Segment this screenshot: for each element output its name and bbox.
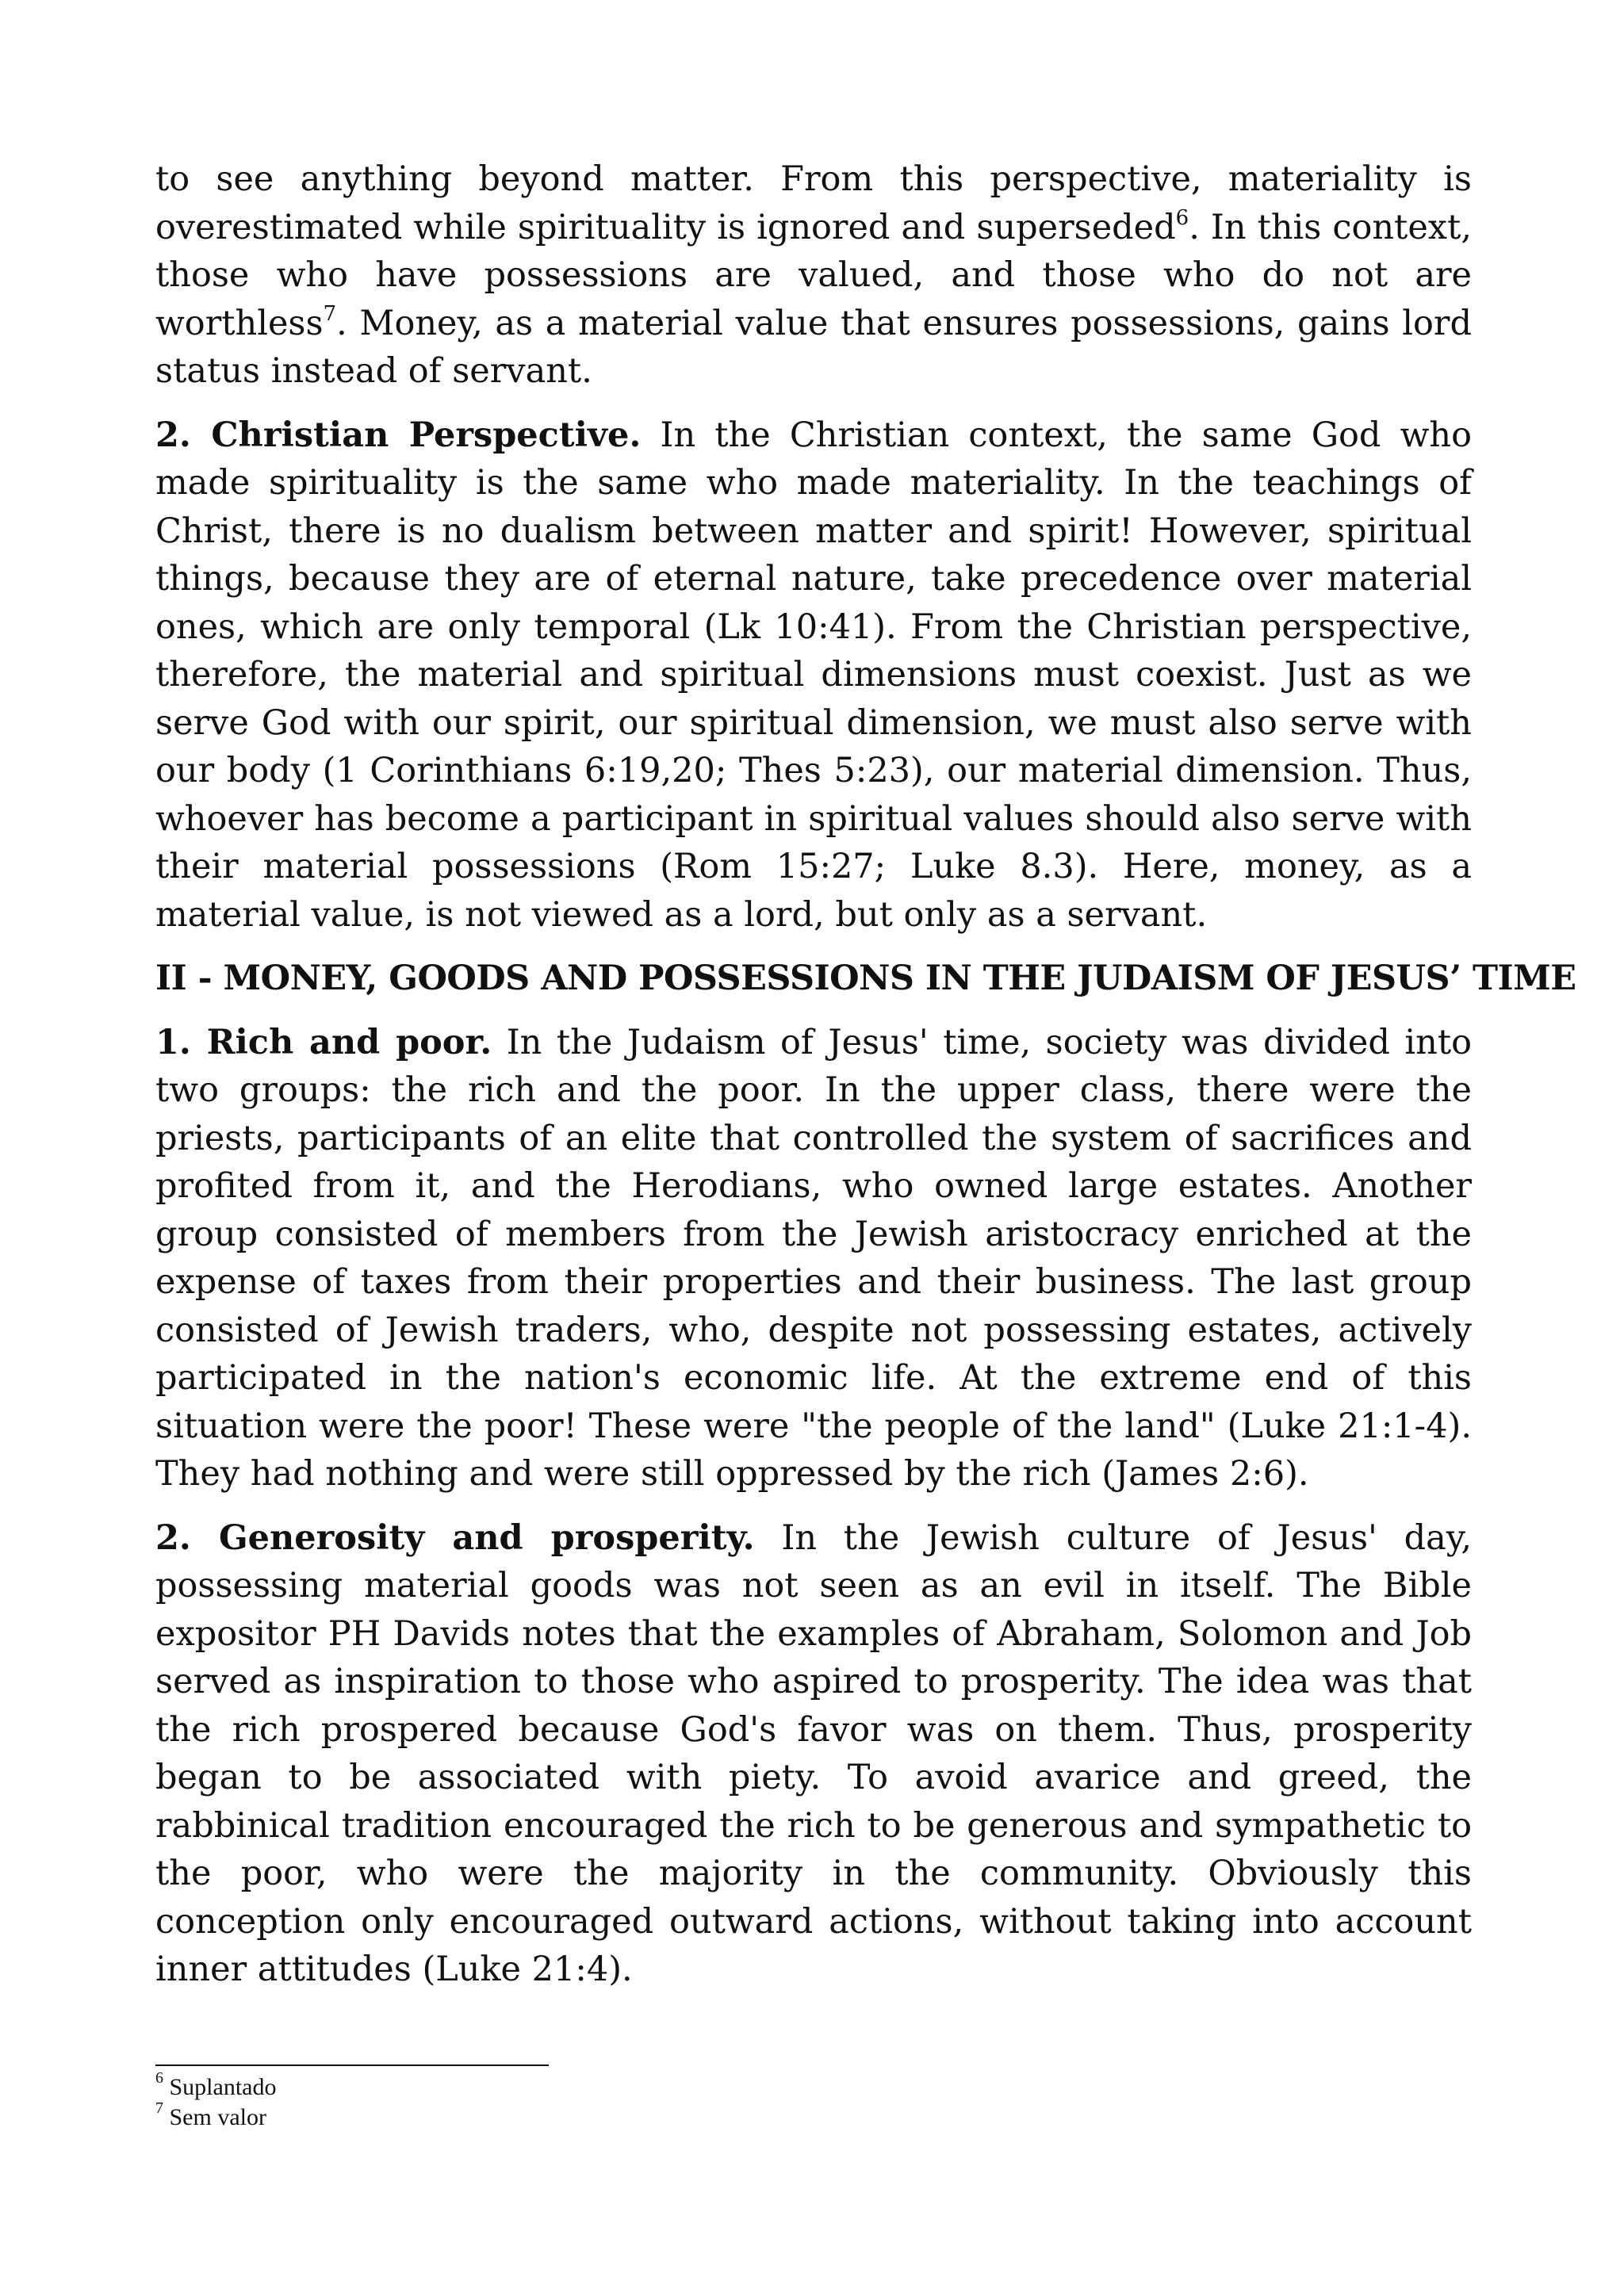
paragraph-intro <box>155 155 1472 396</box>
section-heading: II - MONEY, GOODS AND POSSESSIONS IN THE JUDAISM OF JESUS’ TIME <box>155 959 1576 998</box>
footnote-number: 6 <box>155 2069 163 2087</box>
body-text <box>155 155 1576 2010</box>
christian-perspective-text: In the Christian context, the same God who made spirituality is the same who made materiality. In the teachings of Christ, there is no dualism between matter and spirit! However, spiritual things, because they are of eternal nature, take precedence over material ones, which are only temporal (Lk 10:41). From the Christian perspective, therefore, the material and spiritual dimensions must coexist. Just as we serve God with our spirit, our spiritual dimension, we must also serve with our body (1 Corinthians 6:19,20; Thes 5:23), our material dimension. Thus, whoever has become a participant in spiritual values should also serve with their material possessions (Rom 15:27; Luke 8.3). Here, money, as a material value, is not viewed as a lord, but only as a servant. <box>155 415 1472 935</box>
footnote-ref-6: 6 <box>1175 206 1189 231</box>
intro-text-2: . In this context, those who have possessions are valued, and those who do not are worthless <box>155 207 1472 343</box>
paragraph-generosity-prosperity <box>155 1514 1472 1994</box>
footnote-6 <box>155 2069 277 2103</box>
footnote-text: Sem valor <box>163 2104 266 2130</box>
footnote-number: 7 <box>155 2099 163 2117</box>
footnote-text: Suplantado <box>163 2074 277 2100</box>
generosity-prosperity-text: In the Jewish culture of Jesus' day, possessing material goods was not seen as an evil in itself. The Bible expositor PH Davids notes that the examples of Abraham, Solomon and Job served as inspiration to those who aspired to prosperity. The idea was that the rich prospered because God's favor was on them. Thus, prosperity began to be associated with piety. To avoid avarice and greed, the rabbinical tradition encouraged the rich to be generous and sympathetic to the poor, who were the majority in the community. Obviously this conception only encouraged outward actions, without taking into account inner attitudes (Luke 21:4). <box>155 1517 1472 1989</box>
paragraph-rich-and-poor <box>155 1019 1472 1498</box>
footnote-separator <box>155 2064 549 2066</box>
generosity-prosperity-title: 2. Generosity and prosperity. <box>155 1517 755 1558</box>
footnotes <box>155 2069 277 2133</box>
footnote-7 <box>155 2099 277 2133</box>
intro-text-3: . Money, as a material value that ensures possessions, gains lord status instead of servant. <box>155 303 1472 391</box>
paragraph-christian-perspective <box>155 411 1472 939</box>
footnote-ref-7: 7 <box>323 302 337 327</box>
intro-text-1: to see anything beyond matter. From this perspective, materiality is overestimated while spirituality is ignored and superseded <box>155 159 1472 247</box>
rich-and-poor-title: 1. Rich and poor. <box>155 1022 492 1062</box>
christian-perspective-title: 2. Christian Perspective. <box>155 415 642 455</box>
rich-and-poor-text: In the Judaism of Jesus' time, society was divided into two groups: the rich and the poor. In the upper class, there were the priests, participants of an elite that controlled the system of sacrifices and profited from it, and the Herodians, who owned large estates. Another group consisted of members from the Jewish aristocracy enriched at the expense of taxes from their properties and their business. The last group consisted of Jewish traders, who, despite not possessing estates, actively participated in the nation's economic life. At the extreme end of this situation were the poor! These were "the people of the land" (Luke 21:1-4). They had nothing and were still oppressed by the rich (James 2:6). <box>155 1022 1472 1494</box>
